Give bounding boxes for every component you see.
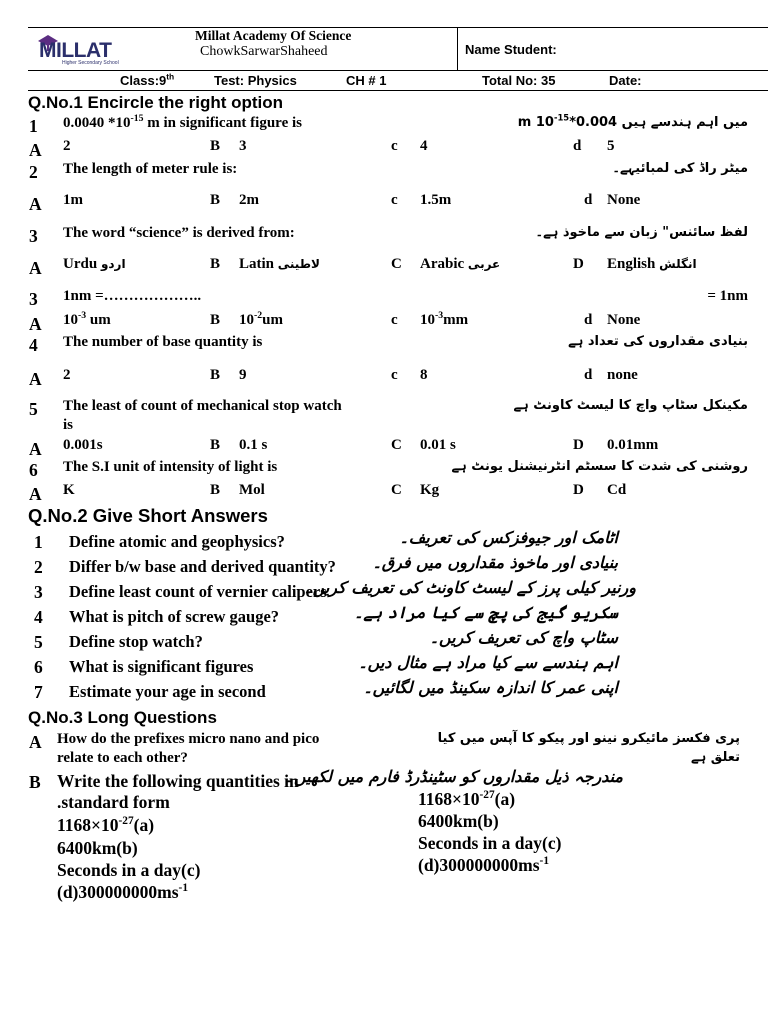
q2-item-text: What is pitch of screw gauge? (69, 607, 280, 626)
q1-option-text: $10^{-2}um$ (239, 310, 283, 328)
q3-item-text-cont: .standard form (57, 792, 170, 812)
q1-option-letter: c (391, 312, 398, 328)
q1-option-text: $10^{-3}$ um (63, 310, 111, 328)
q1-option-letter: A (29, 314, 42, 334)
q1-option-letter: d (584, 312, 593, 328)
q1-item-text: The number of base quantity is (63, 334, 263, 350)
q2-item-urdu: سکریو گیج کی پچ سے کیا مراد ہے۔ (354, 603, 618, 622)
q1-item-urdu: = 1nm (707, 288, 748, 304)
q1-item-urdu: بنیادی مقداروں کی تعداد ہے (568, 334, 748, 349)
q1-item-number: 4 (29, 335, 38, 355)
q1-option-text: 5 (607, 138, 615, 154)
q3-item-letter: B (29, 772, 41, 792)
q1-option-text: 9 (239, 367, 247, 383)
q1-option-letter: B (210, 437, 221, 453)
q1-option-text: 0.01 s (420, 437, 456, 453)
q2-item-number: 1 (34, 532, 43, 552)
q1-item-number: 3 (29, 289, 38, 309)
q3-quantity-d-urdu-side: $(d)300000000ms^{-1}$ (418, 855, 549, 875)
q1-option-letter: A (29, 484, 42, 504)
q1-option-text: 0.001s (63, 437, 103, 453)
q3-quantity-c-urdu-side: Seconds in a day(c) (418, 833, 562, 853)
q1-option-letter: C (391, 256, 402, 272)
q2-item-text: Differ b/w base and derived quantity? (69, 557, 336, 576)
q1-item-number: 3 (29, 226, 38, 246)
q1-option-letter: B (210, 256, 221, 272)
q2-item-number: 3 (34, 582, 43, 602)
q2-item-text: Estimate your age in second (69, 682, 266, 701)
header-bottom-border (28, 90, 768, 91)
q1-option-text: 2 (63, 367, 71, 383)
logo-text: MILLAT (39, 39, 112, 62)
q2-item-urdu: سٹاپ واچ کی تعریف کریں۔ (429, 628, 618, 647)
q3-item-urdu-cont: تعلق ہے (690, 750, 740, 765)
q2-item-urdu: اپنی عمر کا اندازہ سکینڈ میں لگائیں۔ (363, 678, 618, 697)
q1-item-urdu: میٹر راڈ کی لمبائیہے۔ (612, 161, 748, 176)
q1-option-text: 1m (63, 192, 83, 208)
q1-item-text: The word “science” is derived from: (63, 225, 295, 241)
q3-title: Q.No.3 Long Questions (28, 708, 217, 727)
q1-item-text: 1nm =……………….. (63, 288, 202, 304)
q1-option-letter: A (29, 140, 42, 160)
q1-option-text: 1.5m (420, 192, 452, 208)
q1-item-number: 5 (29, 399, 38, 419)
q2-item-number: 5 (34, 632, 43, 652)
header-top-border (28, 27, 768, 28)
q1-item-urdu: لفظ سائنس" زبان سے ماخوذ ہے۔ (535, 225, 748, 240)
school-logo (36, 32, 120, 66)
q1-option-letter: d (573, 138, 582, 154)
q2-item-text: Define stop watch? (69, 632, 203, 651)
q1-item-text: The length of meter rule is: (63, 161, 238, 177)
q1-option-text: 3 (239, 138, 247, 154)
q3-quantity-a-urdu-side: $1168\times 10^{-27}(a)$ (418, 789, 516, 809)
q1-option-text: 0.01mm (607, 437, 659, 453)
header-divider (457, 27, 458, 70)
header-mid-border (28, 70, 768, 71)
q1-option-letter: B (210, 312, 221, 328)
q3-quantity-d: $(d)300000000ms^{-1}$ (57, 882, 188, 902)
q3-item-urdu: مندرجہ ذیل مقداروں کو سٹینڈرڈ فارم میں لکھیں۔ (284, 767, 623, 786)
class-sup: th (166, 71, 175, 82)
test-label: Test: Physics (214, 73, 297, 88)
q1-option-letter: d (584, 367, 593, 383)
q2-item-number: 2 (34, 557, 43, 577)
q2-item-number: 4 (34, 607, 43, 627)
q1-title: Q.No.1 Encircle the right option (28, 93, 284, 112)
q2-item-urdu: اہم ہندسے سے کیا مراد ہے مثال دیں۔ (358, 653, 618, 672)
q2-item-urdu: بنیادی اور ماخوذ مقداروں میں فرق۔ (372, 553, 618, 572)
q1-option-letter: B (210, 367, 221, 383)
q3-quantity-c: Seconds in a day(c) (57, 860, 201, 880)
q3-item-text: How do the prefixes micro nano and pico (57, 731, 320, 747)
q3-item-text-cont: relate to each other? (57, 750, 188, 766)
q1-option-text: Latin لاطینی (239, 256, 320, 272)
q1-option-text: Mol (239, 482, 265, 498)
q2-item-urdu: ورنیر کیلی پرز کے لیسٹ کاونٹ کی تعریف کریں۔ (303, 578, 636, 597)
date-label: Date: (609, 73, 642, 88)
q3-item-text: Write the following quantities in (57, 771, 299, 791)
q1-option-letter: A (29, 369, 42, 389)
q3-quantity-a: $1168\times 10^{-27}(a)$ (57, 815, 155, 835)
q1-option-letter: c (391, 367, 398, 383)
q1-option-letter: B (210, 138, 221, 154)
q1-option-letter: A (29, 194, 42, 214)
q1-item-text: The S.I unit of intensity of light is (63, 459, 278, 475)
q1-option-text: 0.1 s (239, 437, 268, 453)
q1-option-letter: C (391, 437, 402, 453)
q1-option-letter: B (210, 192, 221, 208)
class-text: Class:9 (120, 73, 167, 88)
q1-item-number: 1 (29, 116, 38, 136)
q1-option-text: 2 (63, 138, 71, 154)
q1-option-text: Urdu اردو (63, 256, 126, 272)
q1-option-letter: d (584, 192, 593, 208)
q1-option-text: 2m (239, 192, 259, 208)
q1-item-text-cont: is (63, 417, 74, 433)
q1-option-letter: D (573, 482, 584, 498)
school-name: Millat Academy Of Science (195, 28, 352, 43)
q1-option-letter: C (391, 482, 402, 498)
q1-option-text: None (607, 312, 641, 328)
q2-item-text: Define atomic and geophysics? (69, 532, 285, 551)
q1-option-letter: D (573, 437, 584, 453)
q1-option-text: None (607, 192, 641, 208)
q2-item-number: 6 (34, 657, 43, 677)
q1-option-text: none (607, 367, 638, 383)
q3-quantity-b-urdu-side: 6400km(b) (418, 811, 499, 831)
q1-option-text: English انگلش (607, 256, 697, 272)
name-student-label: Name Student: (465, 42, 557, 57)
q1-option-letter: B (210, 482, 221, 498)
q2-item-text: What is significant figures (69, 657, 254, 676)
q1-option-text: Arabic عربی (420, 256, 501, 272)
q1-option-letter: A (29, 439, 42, 459)
q1-option-letter: c (391, 138, 398, 154)
q3-item-letter: A (29, 732, 42, 752)
q1-option-text: Kg (420, 482, 440, 498)
q1-option-letter: c (391, 192, 398, 208)
q1-option-text: 8 (420, 367, 428, 383)
total-marks-label: Total No: 35 (482, 73, 556, 88)
q1-option-text: $10^{-3}mm$ (420, 310, 469, 328)
q1-option-text: K (63, 482, 75, 498)
q1-item-number: 6 (29, 460, 38, 480)
q1-option-text: 4 (420, 138, 428, 154)
q1-item-number: 2 (29, 162, 38, 182)
q1-item-text: 0.0040 $*10^{-15}$ m in significant figure is (63, 113, 302, 131)
q1-item-text: The least of count of mechanical stop watch (63, 398, 342, 414)
q2-item-number: 7 (34, 682, 43, 702)
q1-item-urdu: میں اہم ہندسے ہیں m $10^{-15}*0.004$ (517, 112, 748, 130)
q2-item-text: Define least count of vernier calipers (69, 582, 327, 601)
q1-option-letter: D (573, 256, 584, 272)
school-location: ChowkSarwarShaheed (200, 44, 328, 59)
q1-option-text: Cd (607, 482, 627, 498)
chapter-label: CH # 1 (346, 73, 387, 88)
class-label (120, 73, 174, 88)
q2-title: Q.No.2 Give Short Answers (28, 505, 268, 526)
q3-item-urdu: پری فکسز مائیکرو نینو اور پیکو کا آپس میں کیا (437, 731, 740, 746)
q1-item-urdu: مکینکل سٹاپ واچ کا لیسٹ کاونٹ ہے (513, 398, 748, 413)
q2-item-urdu: اٹامک اور جیوفزکس کی تعریف۔ (399, 528, 618, 547)
q1-item-urdu: روشنی کی شدت کا سسٹم انٹرنیشنل یونٹ ہے (451, 459, 748, 474)
q1-option-letter: A (29, 258, 42, 278)
logo-subtitle: Higher Secondary School (62, 60, 119, 66)
q3-quantity-b: 6400km(b) (57, 838, 138, 858)
